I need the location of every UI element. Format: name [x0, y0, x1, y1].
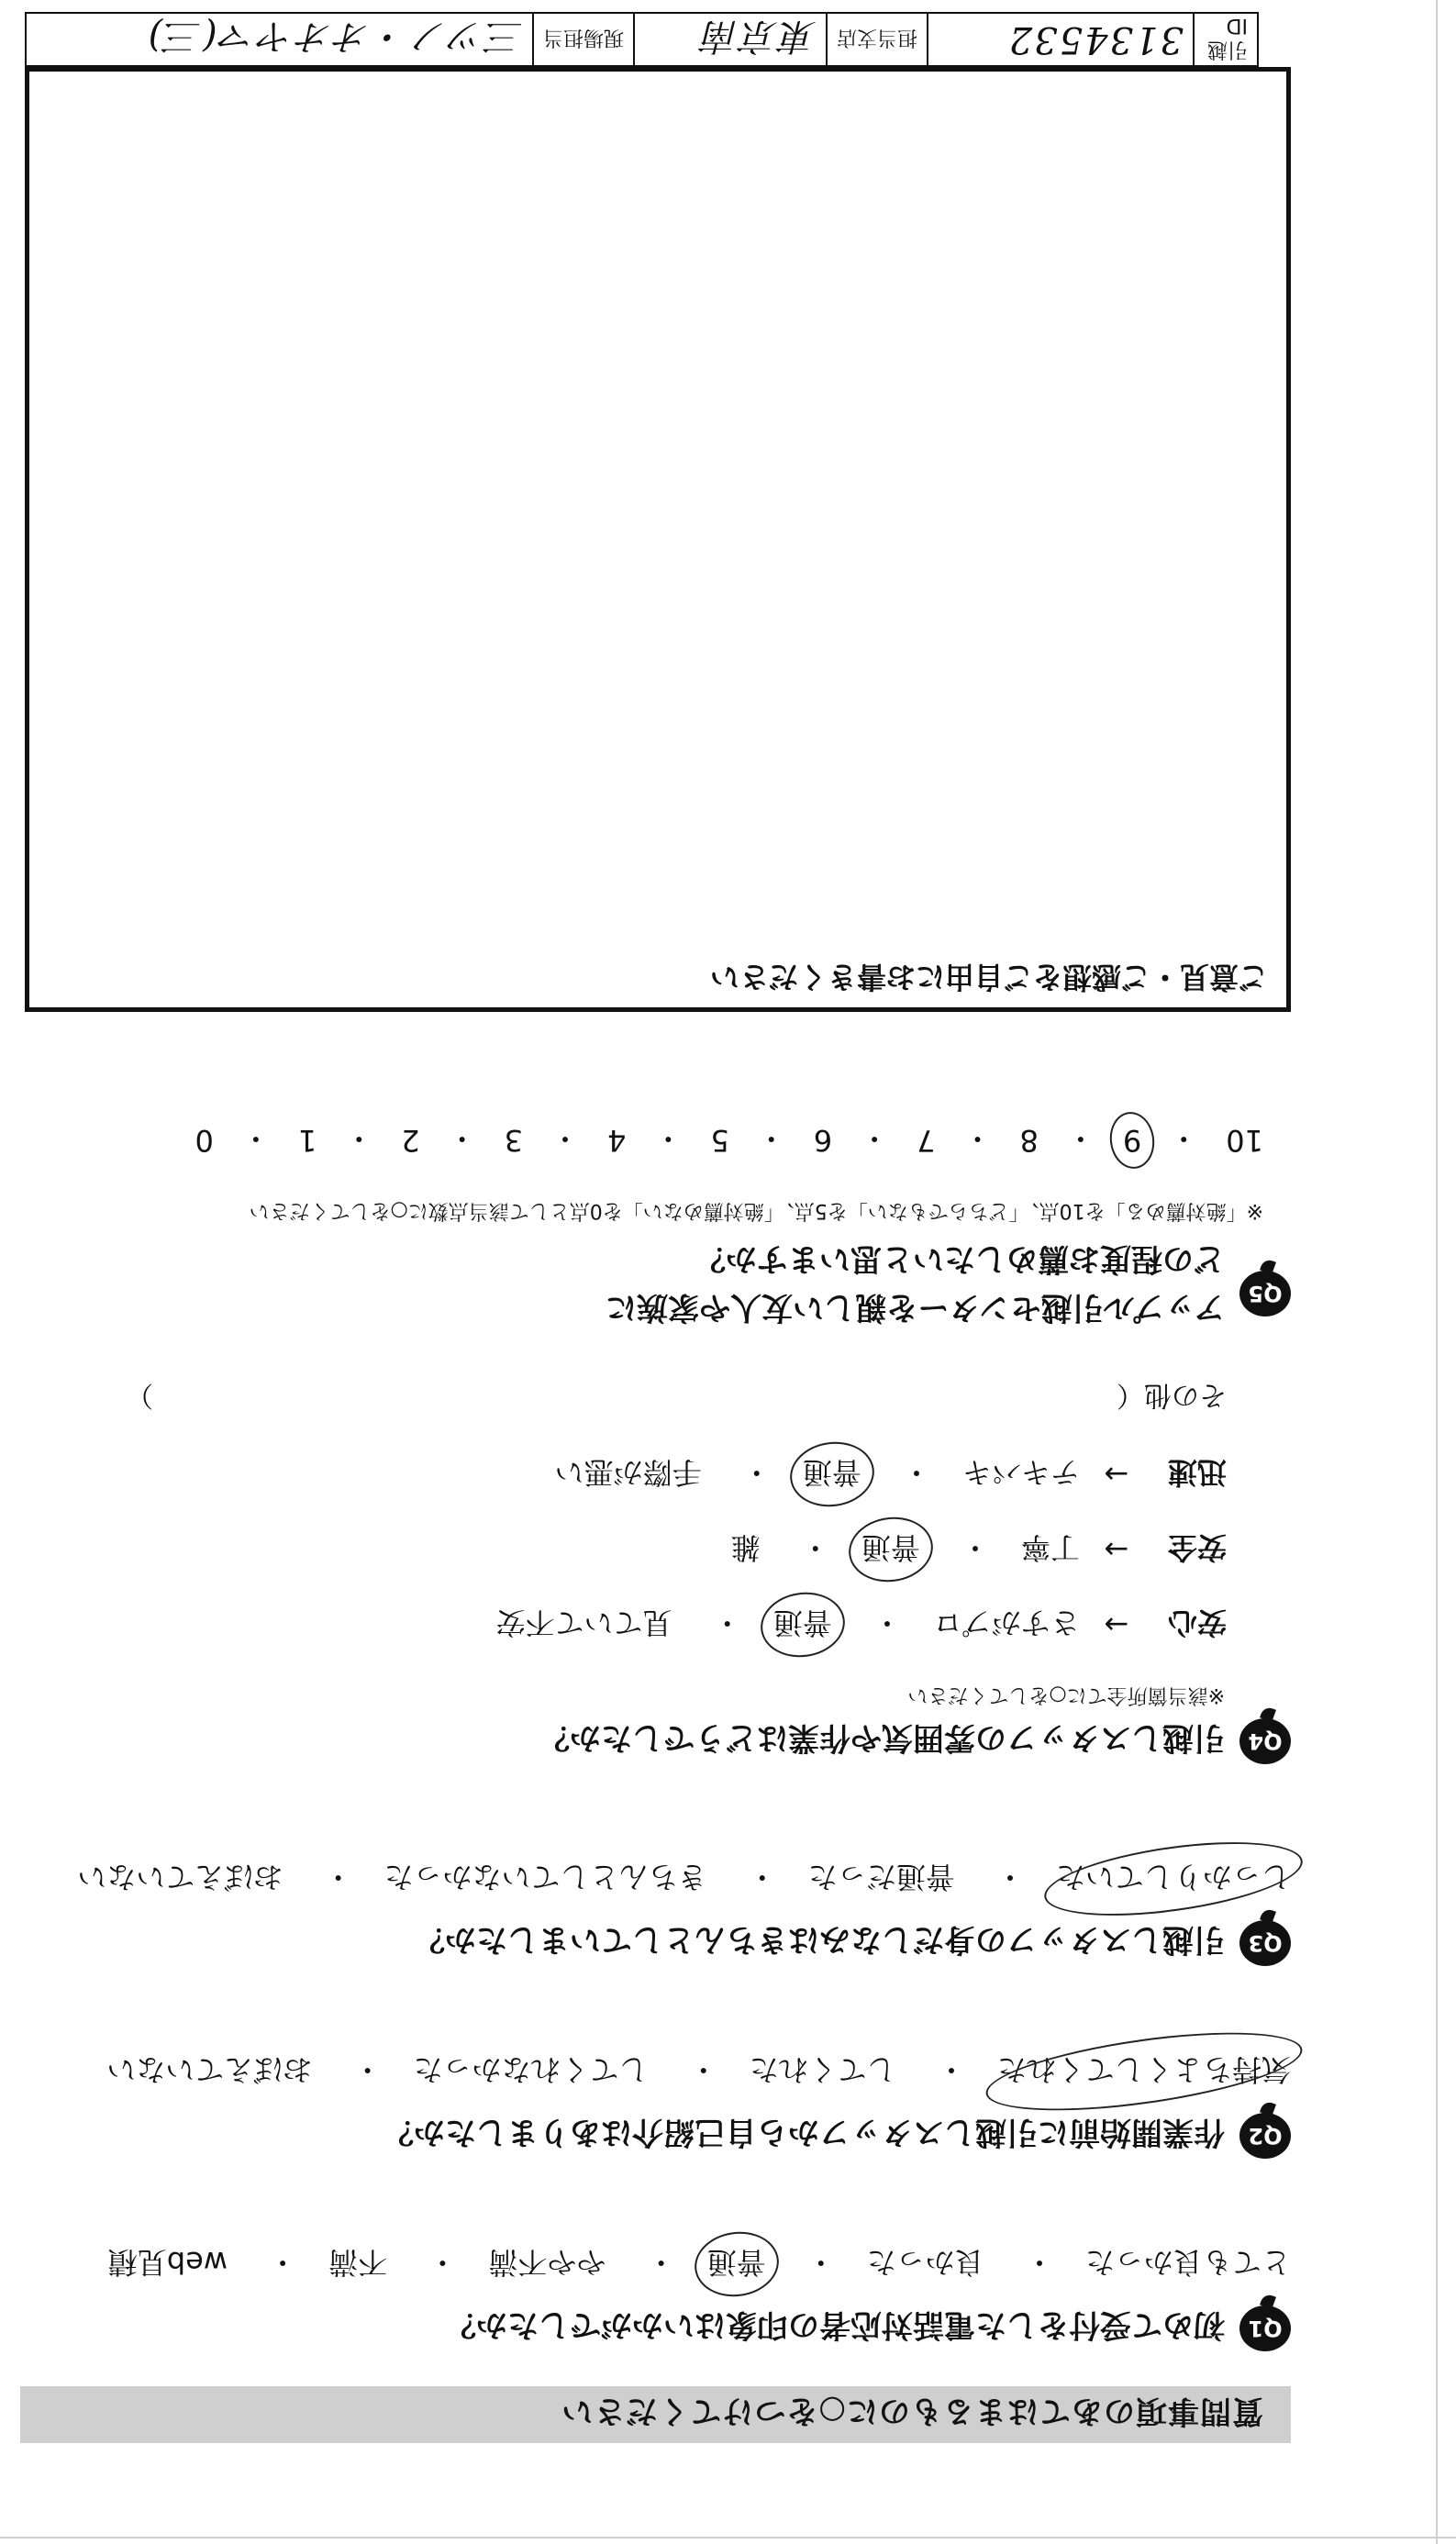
q4-option-circled[interactable]: 普通 — [773, 1604, 832, 1646]
q4-text: 引越しスタッフの雰囲気や作業はどうでしたか？ — [539, 1719, 1225, 1757]
other-label: その他 — [1144, 1379, 1227, 1411]
info-table — [25, 12, 1259, 67]
question-5 — [20, 1119, 1291, 1333]
q5-text-line1: アップル引越センターを親しい友人や家族に — [606, 1289, 1225, 1326]
q4-option-circled[interactable]: 普通 — [861, 1528, 920, 1571]
q2-option[interactable]: してくれた — [749, 2052, 896, 2087]
q4-row-jinsoku: 迅速 → テキパキ・ 普通・ 手際が悪い — [20, 1453, 1227, 1495]
question-2 — [20, 2050, 1291, 2159]
q4-row-anshin: 安心 → さすがプロ・ 普通・ 見ていて不安 — [20, 1604, 1227, 1646]
q4-option[interactable]: 見ていて不安 — [495, 1605, 672, 1640]
score-9-circled[interactable]: 9 — [1122, 1123, 1142, 1158]
id-value: 3134532 — [927, 14, 1193, 65]
q3-option[interactable]: おぼえていない — [77, 1860, 283, 1894]
q1-option[interactable]: web見積 — [107, 2245, 228, 2280]
other-paren-open: （ — [1117, 1379, 1144, 1411]
q5-badge: Q5 — [1239, 1271, 1291, 1316]
q1-options: とても良かった・ 良かった・ 普通・ やや不満・ 不満・ web見積 — [20, 2243, 1291, 2285]
q2-badge: Q2 — [1239, 2113, 1291, 2159]
id-label: 引越ID — [1193, 14, 1257, 65]
q4-option[interactable]: 丁寧 — [1020, 1530, 1080, 1565]
branch-value: 東京南 — [633, 14, 826, 65]
q1-option[interactable]: 不満 — [328, 2245, 388, 2280]
q4-note: ※該当箇所全てに○をしてください — [907, 1683, 1225, 1706]
q3-option-circled[interactable]: しっかりしていた — [1056, 1858, 1291, 1900]
score-4[interactable]: 4 — [607, 1123, 627, 1158]
supervisor-label: 現場担当 — [532, 14, 633, 65]
instructions-header: 質問事項のあてはまるものに○をつけてください — [20, 2386, 1291, 2443]
score-8[interactable]: 8 — [1019, 1123, 1039, 1158]
other-paren-close: ） — [126, 1379, 153, 1411]
branch-label: 担当支店 — [826, 14, 927, 65]
q3-option[interactable]: きちんとしていなかった — [383, 1860, 707, 1894]
q4-option-circled[interactable]: 普通 — [803, 1453, 861, 1495]
scan-edge — [1436, 0, 1438, 2544]
q3-text: 引越しスタッフの身だしなみはきちんとしていましたか？ — [414, 1921, 1225, 1959]
score-3[interactable]: 3 — [504, 1123, 524, 1158]
q1-text: 初めて受付をした電話対応者の印象はいかがでしたか？ — [445, 2306, 1225, 2344]
score-5[interactable]: 5 — [710, 1123, 729, 1158]
q1-badge: Q1 — [1239, 2305, 1291, 2351]
q4-option[interactable]: さすがプロ — [932, 1605, 1080, 1640]
comment-title: ご意見・ご感想をご自由にお書きください — [709, 960, 1268, 994]
supervisor-value: 三ツノ・オオヤマ(三) — [146, 15, 523, 58]
q5-note: ※「絶対薦める」を10点、「どちらでもない」を5点、「絶対薦めない」を0点として該当点数に○をしてください — [249, 1199, 1263, 1222]
score-2[interactable]: 2 — [401, 1123, 420, 1158]
q2-option-circled[interactable]: 気持ちよくしてくれた — [997, 2050, 1291, 2093]
q5-text-line2: どの程度お薦めしたいと思いますか？ — [695, 1240, 1225, 1277]
score-6[interactable]: 6 — [813, 1123, 833, 1158]
question-1 — [20, 2243, 1291, 2351]
score-7[interactable]: 7 — [917, 1123, 936, 1158]
arrow-icon: → — [1104, 1532, 1129, 1567]
q4-badge: Q4 — [1239, 1718, 1291, 1764]
q2-option[interactable]: してくれなかった — [413, 2052, 649, 2087]
score-10[interactable]: 10 — [1226, 1123, 1263, 1158]
score-0[interactable]: 0 — [195, 1123, 214, 1158]
q1-option[interactable]: とても良かった — [1084, 2245, 1291, 2280]
q2-options: 気持ちよくしてくれた・ してくれた・ してくれなかった・ おぼえていない — [20, 2050, 1291, 2093]
score-1[interactable]: 1 — [297, 1123, 317, 1158]
arrow-icon: → — [1104, 1607, 1129, 1642]
question-4 — [20, 1378, 1291, 1764]
q4-option[interactable]: 手際が悪い — [554, 1455, 702, 1490]
q3-option[interactable]: 普通だった — [807, 1860, 955, 1894]
rating-label: 迅速 — [1167, 1455, 1227, 1490]
arrow-icon: → — [1104, 1457, 1129, 1492]
q2-text: 作業開始前に引越しスタッフから自己紹介はありましたか？ — [383, 2114, 1225, 2151]
rating-label: 安心 — [1167, 1605, 1227, 1640]
q3-options: しっかりしていた・ 普通だった・ きちんとしていなかった・ おぼえていない — [20, 1858, 1291, 1900]
q4-ratings — [20, 1453, 1227, 1646]
rating-label: 安全 — [1167, 1530, 1227, 1565]
q4-row-anzen: 安全 → 丁寧・ 普通・ 雑 — [20, 1528, 1227, 1571]
q1-option-circled[interactable]: 普通 — [707, 2243, 766, 2285]
q5-scale: 10 ・ 9 ・ 8 ・ 7 ・ 6 ・ 5 ・ 4 ・ 3 ・ 2 ・ 1 ・ 0 — [195, 1121, 1263, 1158]
q1-option[interactable]: やや不満 — [488, 2245, 606, 2280]
scan-edge — [0, 2537, 1456, 2538]
q1-option[interactable]: 良かった — [866, 2245, 984, 2280]
q4-option[interactable]: テキパキ — [961, 1455, 1080, 1490]
q2-option[interactable]: おぼえていない — [106, 2052, 313, 2087]
q4-other — [20, 1378, 1227, 1418]
question-3 — [20, 1858, 1291, 1966]
q4-option[interactable]: 雑 — [730, 1530, 761, 1565]
q3-badge: Q3 — [1239, 1920, 1291, 1966]
comment-box[interactable] — [25, 67, 1291, 1012]
